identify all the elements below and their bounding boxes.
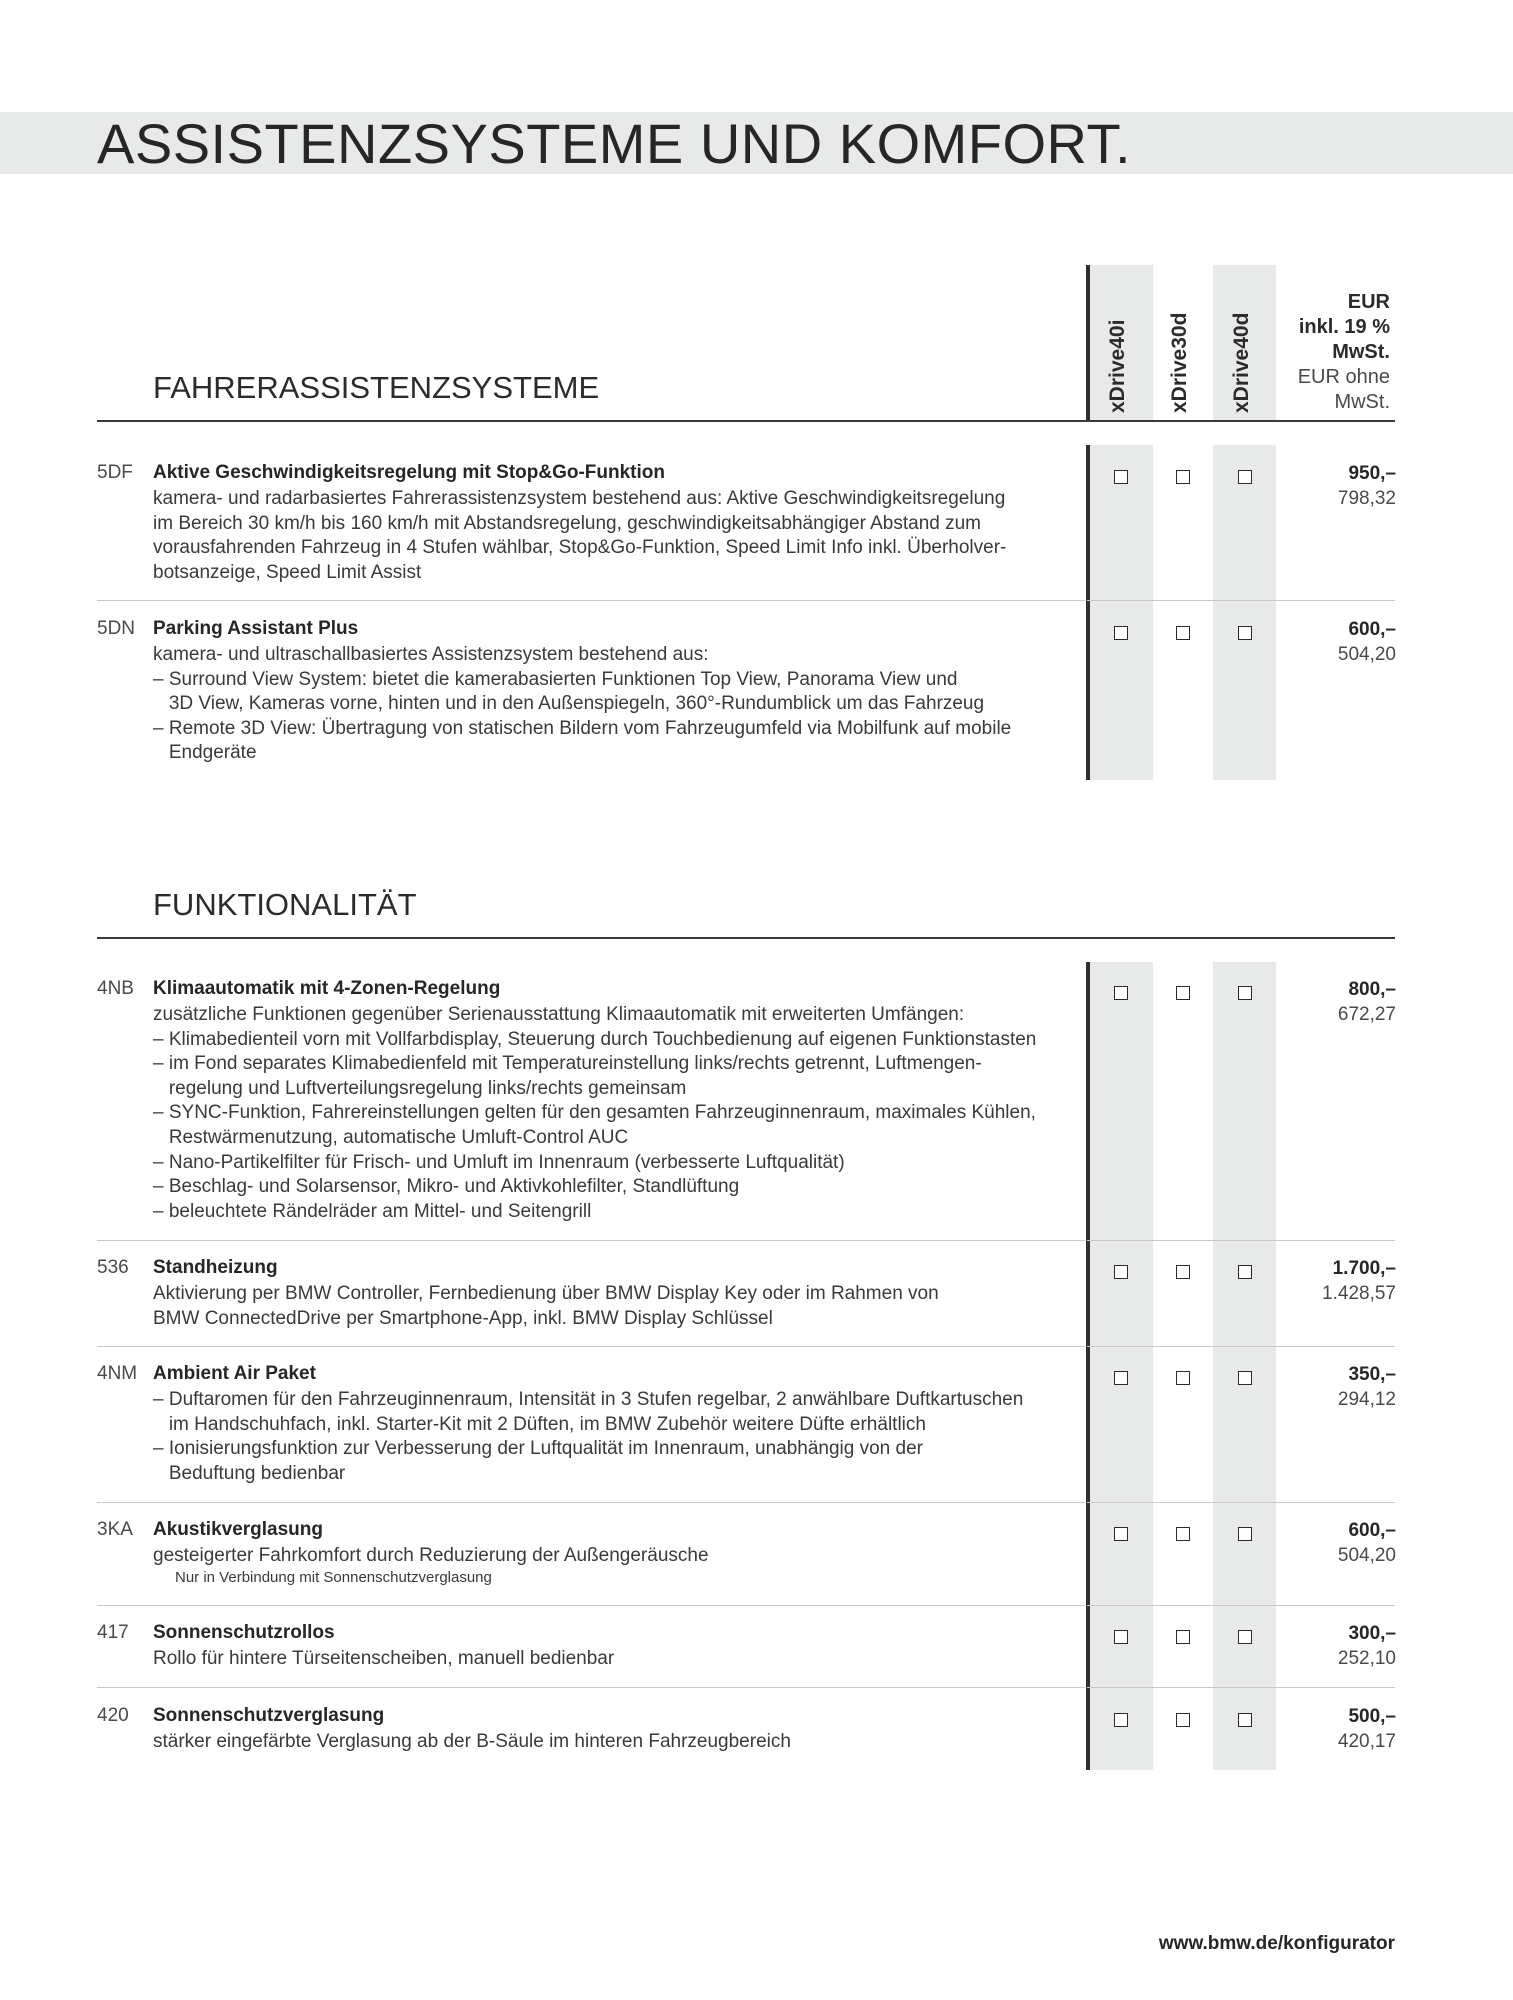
description-line: stärker eingefärbte Verglasung ab der B-Säule im hinteren Fahrzeugbereich (153, 1731, 791, 1752)
description-line: Rollo für hintere Türseitenscheiben, manuell bedienbar (153, 1648, 615, 1669)
description-line: – SYNC-Funktion, Fahrereinstellungen gelten für den gesamten Fahrzeuginnenraum, maximales Kühlen, (153, 1102, 1036, 1124)
item-title: Sonnenschutzverglasung (153, 1705, 385, 1726)
row-divider (97, 1502, 1085, 1503)
row-divider (97, 1240, 1085, 1241)
checkbox-xdrive40i[interactable] (1114, 986, 1128, 1000)
item-price (1338, 978, 1396, 1027)
price-gross: 350,– (1348, 1364, 1396, 1385)
item-code: 4NB (97, 978, 134, 999)
checkbox-xdrive30d[interactable] (1176, 986, 1190, 1000)
checkbox-xdrive40i[interactable] (1114, 470, 1128, 484)
price-gross: 1.700,– (1332, 1258, 1396, 1279)
model-column-shade (1213, 445, 1276, 780)
description-line: vorausfahrenden Fahrzeug in 4 Stufen wählbar, Stop&Go-Funktion, Speed Limit Info inkl. Überholver- (153, 537, 1007, 559)
item-title: Ambient Air Paket (153, 1363, 316, 1384)
row-divider (97, 1346, 1085, 1347)
section-title-funktionalitaet: FUNKTIONALITÄT (153, 887, 417, 922)
item-code: 5DF (97, 462, 133, 483)
checkbox-xdrive40i[interactable] (1114, 1527, 1128, 1541)
item-description (153, 487, 1088, 585)
description-line: regelung und Luftverteilungsregelung links/rechts gemeinsam (153, 1077, 687, 1099)
row-divider (97, 600, 1085, 601)
row-divider (1087, 1502, 1395, 1503)
model-column-shade (1213, 962, 1276, 1770)
checkbox-xdrive40d[interactable] (1238, 1630, 1252, 1644)
item-price (1338, 1519, 1396, 1568)
item-title: Akustikverglasung (153, 1519, 323, 1540)
item-price (1338, 1363, 1396, 1412)
description-line: kamera- und radarbasiertes Fahrerassistenzsystem bestehend aus: Aktive Geschwindigkeitsregelung (153, 488, 1006, 509)
description-line: – Ionisierungsfunktion zur Verbesserung der Luftqualität im Innenraum, unabhängig von der (153, 1438, 923, 1460)
configurator-link[interactable]: www.bmw.de/konfigurator (1158, 1933, 1395, 1954)
model-column-shade (1090, 445, 1153, 780)
section-title-fahrerassistenz: FAHRERASSISTENZSYSTEME (153, 370, 600, 405)
row-divider (1087, 1605, 1395, 1606)
row-divider (97, 1605, 1085, 1606)
model-column-shade (1090, 962, 1153, 1770)
price-gross: 800,– (1348, 979, 1396, 1000)
price-gross-label-1: EUR (1347, 291, 1390, 313)
checkbox-xdrive40d[interactable] (1238, 1371, 1252, 1385)
checkbox-xdrive40d[interactable] (1238, 986, 1252, 1000)
item-price (1338, 1705, 1396, 1754)
price-gross-label-3: MwSt. (1332, 341, 1390, 363)
price-net: 252,10 (1337, 1647, 1396, 1669)
description-line: – Duftaromen für den Fahrzeuginnenraum, Intensität in 3 Stufen regelbar, 2 anwählbare Duftkartuschen (153, 1389, 1024, 1410)
item-description (153, 1647, 1088, 1672)
checkbox-xdrive40i[interactable] (1114, 1371, 1128, 1385)
price-gross: 600,– (1348, 619, 1396, 640)
item-code: 536 (97, 1257, 129, 1278)
model-header-xdrive30d: xDrive30d (1168, 312, 1191, 413)
item-code: 417 (97, 1622, 129, 1643)
price-net: 504,20 (1337, 643, 1396, 665)
price-net-label-1: EUR ohne (1297, 366, 1390, 388)
item-code: 5DN (97, 618, 136, 639)
checkbox-xdrive40d[interactable] (1238, 1713, 1252, 1727)
price-gross: 500,– (1348, 1706, 1396, 1727)
description-line: im Bereich 30 km/h bis 160 km/h mit Abstandsregelung, geschwindigkeitsabhängiger Abstand zum (153, 512, 982, 534)
checkbox-xdrive40i[interactable] (1114, 1630, 1128, 1644)
description-line: – im Fond separates Klimabedienfeld mit Temperatureinstellung links/rechts getrennt, Luftmengen- (153, 1053, 982, 1075)
checkbox-xdrive40d[interactable] (1238, 470, 1252, 484)
description-line: BMW ConnectedDrive per Smartphone-App, inkl. BMW Display Schlüssel (153, 1307, 773, 1329)
description-line: botsanzeige, Speed Limit Assist (153, 561, 422, 583)
price-net-label-2: MwSt. (1334, 391, 1390, 413)
checkbox-xdrive30d[interactable] (1176, 626, 1190, 640)
checkbox-xdrive30d[interactable] (1176, 1265, 1190, 1279)
checkbox-xdrive30d[interactable] (1176, 1527, 1190, 1541)
price-net: 1.428,57 (1322, 1282, 1396, 1304)
price-net: 294,12 (1337, 1388, 1396, 1410)
checkbox-xdrive30d[interactable] (1176, 1630, 1190, 1644)
item-description (153, 1388, 1088, 1486)
item-title: Parking Assistant Plus (153, 618, 359, 639)
model-header-xdrive40i: xDrive40i (1106, 319, 1129, 413)
description-line: 3D View, Kameras vorne, hinten und in den Außenspiegeln, 360°-Rundumblick um das Fahrzeug (153, 693, 985, 715)
description-line: im Handschuhfach, inkl. Starter-Kit mit 2 Düften, im BMW Zubehör weitere Düfte erhältlich (153, 1413, 926, 1435)
item-description (153, 1003, 1088, 1224)
checkbox-xdrive40i[interactable] (1114, 626, 1128, 640)
item-note: Nur in Verbindung mit Sonnenschutzverglasung (175, 1569, 492, 1586)
checkbox-xdrive30d[interactable] (1176, 470, 1190, 484)
item-price (1338, 1622, 1396, 1671)
description-line: Beduftung bedienbar (153, 1462, 346, 1484)
row-divider (1087, 600, 1395, 601)
page-title: ASSISTENZSYSTEME UND KOMFORT. (97, 112, 1132, 175)
checkbox-xdrive30d[interactable] (1176, 1713, 1190, 1727)
price-net: 798,32 (1337, 487, 1396, 509)
item-price (1338, 618, 1396, 667)
item-code: 4NM (97, 1363, 138, 1384)
checkbox-xdrive30d[interactable] (1176, 1371, 1190, 1385)
row-divider (1087, 1687, 1395, 1688)
description-line: – Klimabedienteil vorn mit Vollfarbdisplay, Steuerung durch Touchbedienung auf eigenen Funktionstasten (153, 1028, 1037, 1050)
price-net: 504,20 (1337, 1544, 1396, 1566)
item-title: Aktive Geschwindigkeitsregelung mit Stop&Go-Funktion (153, 462, 665, 483)
price-net: 420,17 (1337, 1730, 1396, 1752)
item-title: Standheizung (153, 1257, 278, 1278)
item-description (153, 1730, 1088, 1755)
description-line: Endgeräte (153, 742, 257, 764)
item-price (1322, 1257, 1396, 1306)
row-divider (1087, 1240, 1395, 1241)
price-gross: 300,– (1348, 1623, 1396, 1644)
description-line: Aktivierung per BMW Controller, Fernbedienung über BMW Display Key oder im Rahmen von (153, 1283, 939, 1304)
item-description (153, 1282, 1088, 1331)
price-net: 672,27 (1337, 1003, 1396, 1025)
price-gross: 950,– (1348, 463, 1396, 484)
item-description (153, 1544, 1088, 1569)
description-line: – Remote 3D View: Übertragung von statischen Bildern vom Fahrzeugumfeld via Mobilfunk auf mobile (153, 717, 1012, 739)
description-line: – Nano-Partikelfilter für Frisch- und Umluft im Innenraum (verbesserte Luftqualität) (153, 1151, 845, 1173)
description-line: kamera- und ultraschallbasiertes Assistenzsystem bestehend aus: (153, 644, 709, 665)
description-line: – Beschlag- und Solarsensor, Mikro- und Aktivkohlefilter, Standlüftung (153, 1176, 740, 1198)
description-line: gesteigerter Fahrkomfort durch Reduzierung der Außengeräusche (153, 1545, 709, 1566)
model-header-xdrive40d: xDrive40d (1230, 312, 1253, 413)
section-rule (97, 937, 1395, 939)
checkbox-xdrive40i[interactable] (1114, 1713, 1128, 1727)
item-title: Sonnenschutzrollos (153, 1622, 335, 1643)
row-divider (1087, 1346, 1395, 1347)
checkbox-xdrive40d[interactable] (1238, 626, 1252, 640)
checkbox-xdrive40i[interactable] (1114, 1265, 1128, 1279)
description-line: zusätzliche Funktionen gegenüber Serienausstattung Klimaautomatik mit erweiterten Umfängen: (153, 1004, 965, 1025)
row-divider (97, 1687, 1085, 1688)
item-price (1338, 462, 1396, 511)
price-gross-label-2: inkl. 19 % (1298, 316, 1390, 338)
description-line: – beleuchtete Rändelräder am Mittel- und Seitengrill (153, 1200, 592, 1222)
item-code: 3KA (97, 1519, 133, 1540)
price-column-header (1298, 290, 1390, 415)
item-code: 420 (97, 1705, 129, 1726)
description-line: Restwärmenutzung, automatische Umluft-Control AUC (153, 1126, 629, 1148)
section-rule (97, 420, 1395, 422)
item-title: Klimaautomatik mit 4-Zonen-Regelung (153, 978, 501, 999)
checkbox-xdrive40d[interactable] (1238, 1265, 1252, 1279)
description-line: – Surround View System: bietet die kamerabasierten Funktionen Top View, Panorama View und (153, 668, 958, 690)
checkbox-xdrive40d[interactable] (1238, 1527, 1252, 1541)
price-gross: 600,– (1348, 1520, 1396, 1541)
item-description (153, 643, 1088, 766)
